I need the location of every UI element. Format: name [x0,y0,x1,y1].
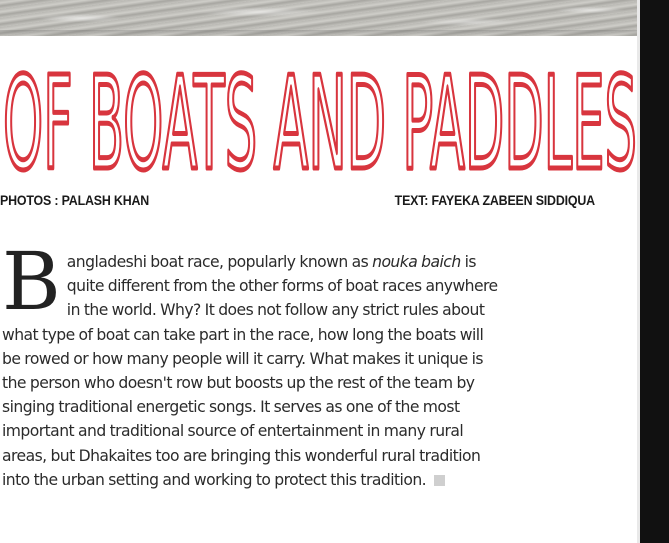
photo-credit: PHOTOS : PALASH KHAN [0,193,150,208]
body-line: quite different from the other forms of boat races anywhere [66,277,498,296]
body-line-text: is [460,253,476,271]
boat-race-photo [0,0,640,36]
body-line [2,250,666,274]
article-title: OF BOATS AND PADDLES [3,50,637,175]
body-line-text: into the urban setting and working to protect this tradition. [2,470,427,489]
body-line: singing traditional energetic songs. It serves as one of the most [2,398,460,417]
body-line-text: angladeshi boat race, popularly known as [66,253,373,271]
body-line: be rowed or how many people will it carry. What makes it unique is [2,349,483,368]
end-of-article-mark [434,475,445,486]
body-line-last [2,468,666,492]
body-line: in the world. Why? It does not follow any strict rules about [66,301,485,320]
body-line: areas, but Dhakaites too are bringing this wonderful rural tradition [2,446,481,465]
article-title-block [0,40,640,175]
body-line: what type of boat can take part in the race, how long the boats will [2,325,484,344]
text-credit: TEXT: FAYEKA ZABEEN SIDDIQUA [394,193,595,208]
credits-row [0,193,595,213]
article-body [2,235,666,492]
drop-cap: B [2,235,61,328]
italic-term: nouka baich [372,253,461,271]
body-line: the person who doesn't row but boosts up the rest of the team by [2,374,475,393]
article-title-svg [0,40,640,175]
body-line: important and traditional source of entertainment in many rural [2,422,464,441]
